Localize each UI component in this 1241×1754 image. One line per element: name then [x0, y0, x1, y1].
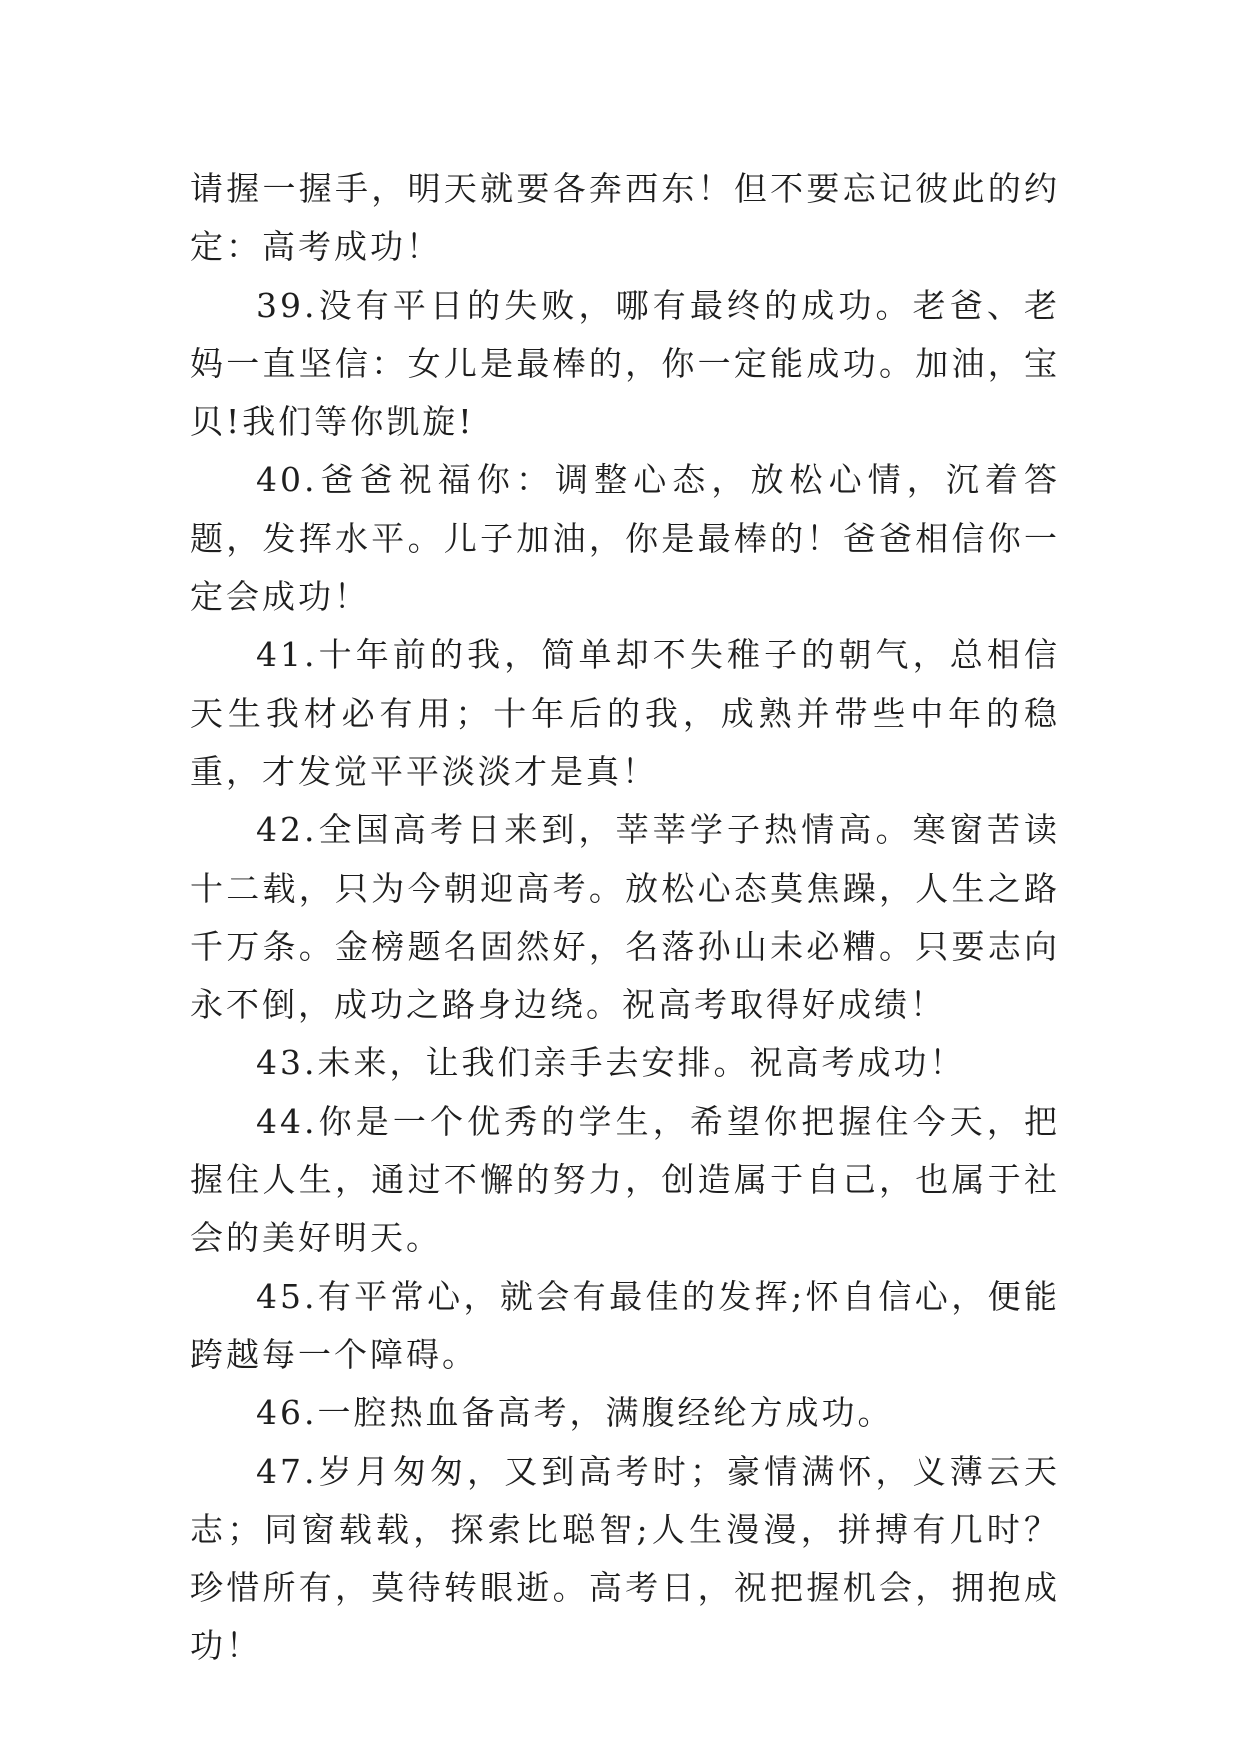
paragraph-43: 43.未来，让我们亲手去安排。祝高考成功！	[256, 1043, 966, 1083]
paragraph-45: 45.有平常心，就会有最佳的发挥;怀自信心，便能跨越每一个障碍。	[190, 1276, 1060, 1374]
document-body	[190, 160, 1060, 1676]
paragraph-46: 46.一腔热血备高考，满腹经纶方成功。	[256, 1393, 894, 1433]
paragraph-continuation: 请握一握手，明天就要各奔西东！但不要忘记彼此的约定：高考成功！	[190, 169, 1060, 267]
paragraph-47: 47.岁月匆匆，又到高考时；豪情满怀，义薄云天志；同窗载载，探索比聪智;人生漫漫，拼搏有几时？珍惜所有，莫待转眼逝。高考日，祝把握机会，拥抱成功！	[190, 1451, 1060, 1666]
paragraph-39: 39.没有平日的失败，哪有最终的成功。老爸、老妈一直坚信：女儿是最棒的，你一定能成功。加油，宝贝!我们等你凯旋!	[190, 285, 1060, 442]
paragraph-44: 44.你是一个优秀的学生，希望你把握住今天，把握住人生，通过不懈的努力，创造属于自己，也属于社会的美好明天。	[190, 1101, 1060, 1258]
paragraph-42: 42.全国高考日来到，莘莘学子热情高。寒窗苦读十二载，只为今朝迎高考。放松心态莫焦躁，人生之路千万条。金榜题名固然好，名落孙山未必糟。只要志向永不倒，成功之路身边绕。祝高考取得好成绩！	[190, 810, 1060, 1025]
paragraph-41: 41.十年前的我，简单却不失稚子的朝气，总相信天生我材必有用；十年后的我，成熟并带些中年的稳重，才发觉平平淡淡才是真！	[190, 635, 1060, 791]
paragraph-40: 40.爸爸祝福你：调整心态，放松心情，沉着答题，发挥水平。儿子加油，你是最棒的！爸爸相信你一定会成功！	[190, 460, 1060, 617]
